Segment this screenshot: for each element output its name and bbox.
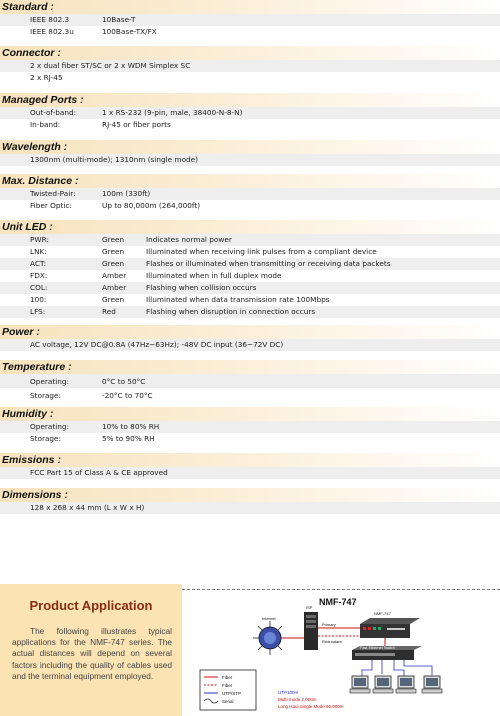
spec-row: [0, 467, 500, 479]
led-description: Illuminated when in full duplex mode: [146, 271, 282, 280]
section-max-distance: [0, 174, 500, 212]
product-application-title: Product Application: [29, 598, 153, 613]
spec-row: [0, 339, 500, 351]
section-temperature: [0, 360, 500, 402]
spec-label: Fiber Optic:: [30, 201, 72, 210]
led-color: Green: [102, 247, 125, 256]
section-wavelength: [0, 140, 500, 166]
primary-label: Primary: [322, 622, 336, 627]
section-title: Humidity :: [0, 407, 500, 421]
spec-row: [0, 14, 500, 26]
spec-row: [0, 200, 500, 212]
spec-label: Out-of-band:: [30, 108, 77, 117]
led-description: Flashing when disruption in connection occurs: [146, 307, 316, 316]
led-description: Illuminated when receiving link pulses from a compliant device: [146, 247, 377, 256]
led-color: Amber: [102, 283, 127, 292]
computer-icon: [350, 676, 370, 693]
spec-value: Up to 80,000m (264,000ft): [102, 201, 201, 210]
internet-label: Internet: [262, 616, 276, 621]
spec-text: 2 x RJ-45: [30, 73, 63, 82]
spec-row: [0, 433, 500, 445]
spec-value: 0°C to 50°C: [102, 377, 146, 386]
legend-fiber: Fiber: [222, 675, 233, 680]
led-name: LFS:: [30, 307, 46, 316]
section-humidity: [0, 407, 500, 445]
spec-value: 10% to 80% RH: [102, 422, 160, 431]
spec-label: Operating:: [30, 422, 69, 431]
section-title: Connector :: [0, 46, 500, 60]
spec-label: IEEE 802.3u: [30, 27, 74, 36]
section-title: Unit LED :: [0, 220, 500, 234]
led-row: [0, 246, 500, 258]
section-unit-led: [0, 220, 500, 318]
spec-value: 5% to 90% RH: [102, 434, 155, 443]
spec-text: FCC Part 15 of Class A & CE approved: [30, 468, 168, 477]
spec-value: RJ-45 or fiber ports: [102, 120, 171, 129]
spec-text: 1300nm (multi-mode); 1310nm (single mode): [30, 155, 198, 164]
spec-label: Operating:: [30, 377, 69, 386]
section-title: Standard :: [0, 0, 500, 14]
singlemode-distance: Long Haul Single Mode 60,000m: [278, 704, 344, 709]
section-title: Emissions :: [0, 453, 500, 467]
led-row: [0, 270, 500, 282]
led-color: Green: [102, 235, 125, 244]
spec-text: 2 x dual fiber ST/SC or 2 x WDM Simplex SC: [30, 61, 191, 70]
spec-value: 10Base-T: [102, 15, 136, 24]
section-title: Dimensions :: [0, 488, 500, 502]
isp-server-icon: [304, 612, 318, 650]
section-title: Power :: [0, 325, 500, 339]
led-name: 100:: [30, 295, 47, 304]
legend-utp-stp: UTP/STP: [222, 691, 242, 696]
section-dimensions: [0, 488, 500, 514]
led-name: PWR:: [30, 235, 49, 244]
multimode-distance: Multi-mode 2,000m: [278, 697, 317, 702]
spec-row: [0, 388, 500, 402]
spec-row: [0, 60, 500, 72]
spec-value: 100Base-TX/FX: [102, 27, 157, 36]
computer-icon: [422, 676, 442, 693]
section-managed-ports: [0, 93, 500, 131]
spec-text: AC voltage, 12V DC@0.8A (47Hz~63Hz); -48V DC input (36~72V DC): [30, 340, 284, 349]
spec-row: [0, 374, 500, 388]
spec-text: 128 x 268 x 44 mm (L x W x H): [30, 503, 145, 512]
legend-serial: Serial: [222, 699, 234, 704]
led-color: Green: [102, 295, 125, 304]
section-power: [0, 325, 500, 351]
section-emissions: [0, 453, 500, 479]
diagram-title: NMF-747: [319, 597, 357, 607]
spec-row: [0, 502, 500, 514]
led-color: Red: [102, 307, 116, 316]
section-title: Wavelength :: [0, 140, 500, 154]
led-description: Illuminated when data transmission rate 100Mbps: [146, 295, 330, 304]
spec-row: [0, 421, 500, 433]
led-row: [0, 294, 500, 306]
section-standard: [0, 0, 500, 38]
led-name: FDX:: [30, 271, 48, 280]
spec-row: [0, 26, 500, 38]
led-row: [0, 234, 500, 246]
diagram-legend: [200, 670, 256, 710]
spec-value: -20°C to 70°C: [102, 391, 153, 400]
led-color: Green: [102, 259, 125, 268]
led-description: Indicates normal power: [146, 235, 232, 244]
led-row: [0, 306, 500, 318]
nmf-747-device-icon: [360, 618, 420, 638]
spec-row: [0, 119, 500, 131]
computer-icon: [373, 676, 393, 693]
spec-label: Storage:: [30, 391, 62, 400]
application-diagram: [182, 584, 500, 716]
spec-value: 100m (330ft): [102, 189, 151, 198]
legend-fiber-dashed: Fiber: [222, 683, 233, 688]
device-label: NMF-747: [374, 611, 391, 616]
computer-icon: [396, 676, 416, 693]
led-row: [0, 282, 500, 294]
led-name: COL:: [30, 283, 48, 292]
spec-value: 1 x RS-232 (9-pin, male, 38400-N-8-N): [102, 108, 243, 117]
led-row: [0, 258, 500, 270]
spec-row: [0, 72, 500, 84]
spec-label: Twisted-Pair:: [30, 189, 76, 198]
led-description: Flashing when collision occurs: [146, 283, 257, 292]
led-name: ACT:: [30, 259, 47, 268]
utp-distance: UTP100m: [278, 690, 299, 695]
led-color: Amber: [102, 271, 127, 280]
switch-label: Fast Ethernet Switch: [360, 646, 396, 650]
spec-row: [0, 107, 500, 119]
spec-label: In-band:: [30, 120, 61, 129]
spec-row: [0, 154, 500, 166]
redundant-label: Redundant: [322, 639, 342, 644]
spec-row: [0, 188, 500, 200]
spec-label: Storage:: [30, 434, 62, 443]
section-title: Temperature :: [0, 360, 500, 374]
led-description: Flashes or illuminated when transmitting or receiving data packets: [146, 259, 391, 268]
led-name: LNK:: [30, 247, 47, 256]
spec-label: IEEE 802.3: [30, 15, 70, 24]
section-title: Max. Distance :: [0, 174, 500, 188]
product-application-text: The following illustrates typical applications for the NMF-747 series. The actual distances will depend on several factors including the quality of cables used and the terminal equipment employed.: [12, 626, 172, 681]
isp-label: ISP: [306, 605, 313, 610]
section-connector: [0, 46, 500, 84]
section-title: Managed Ports :: [0, 93, 500, 107]
